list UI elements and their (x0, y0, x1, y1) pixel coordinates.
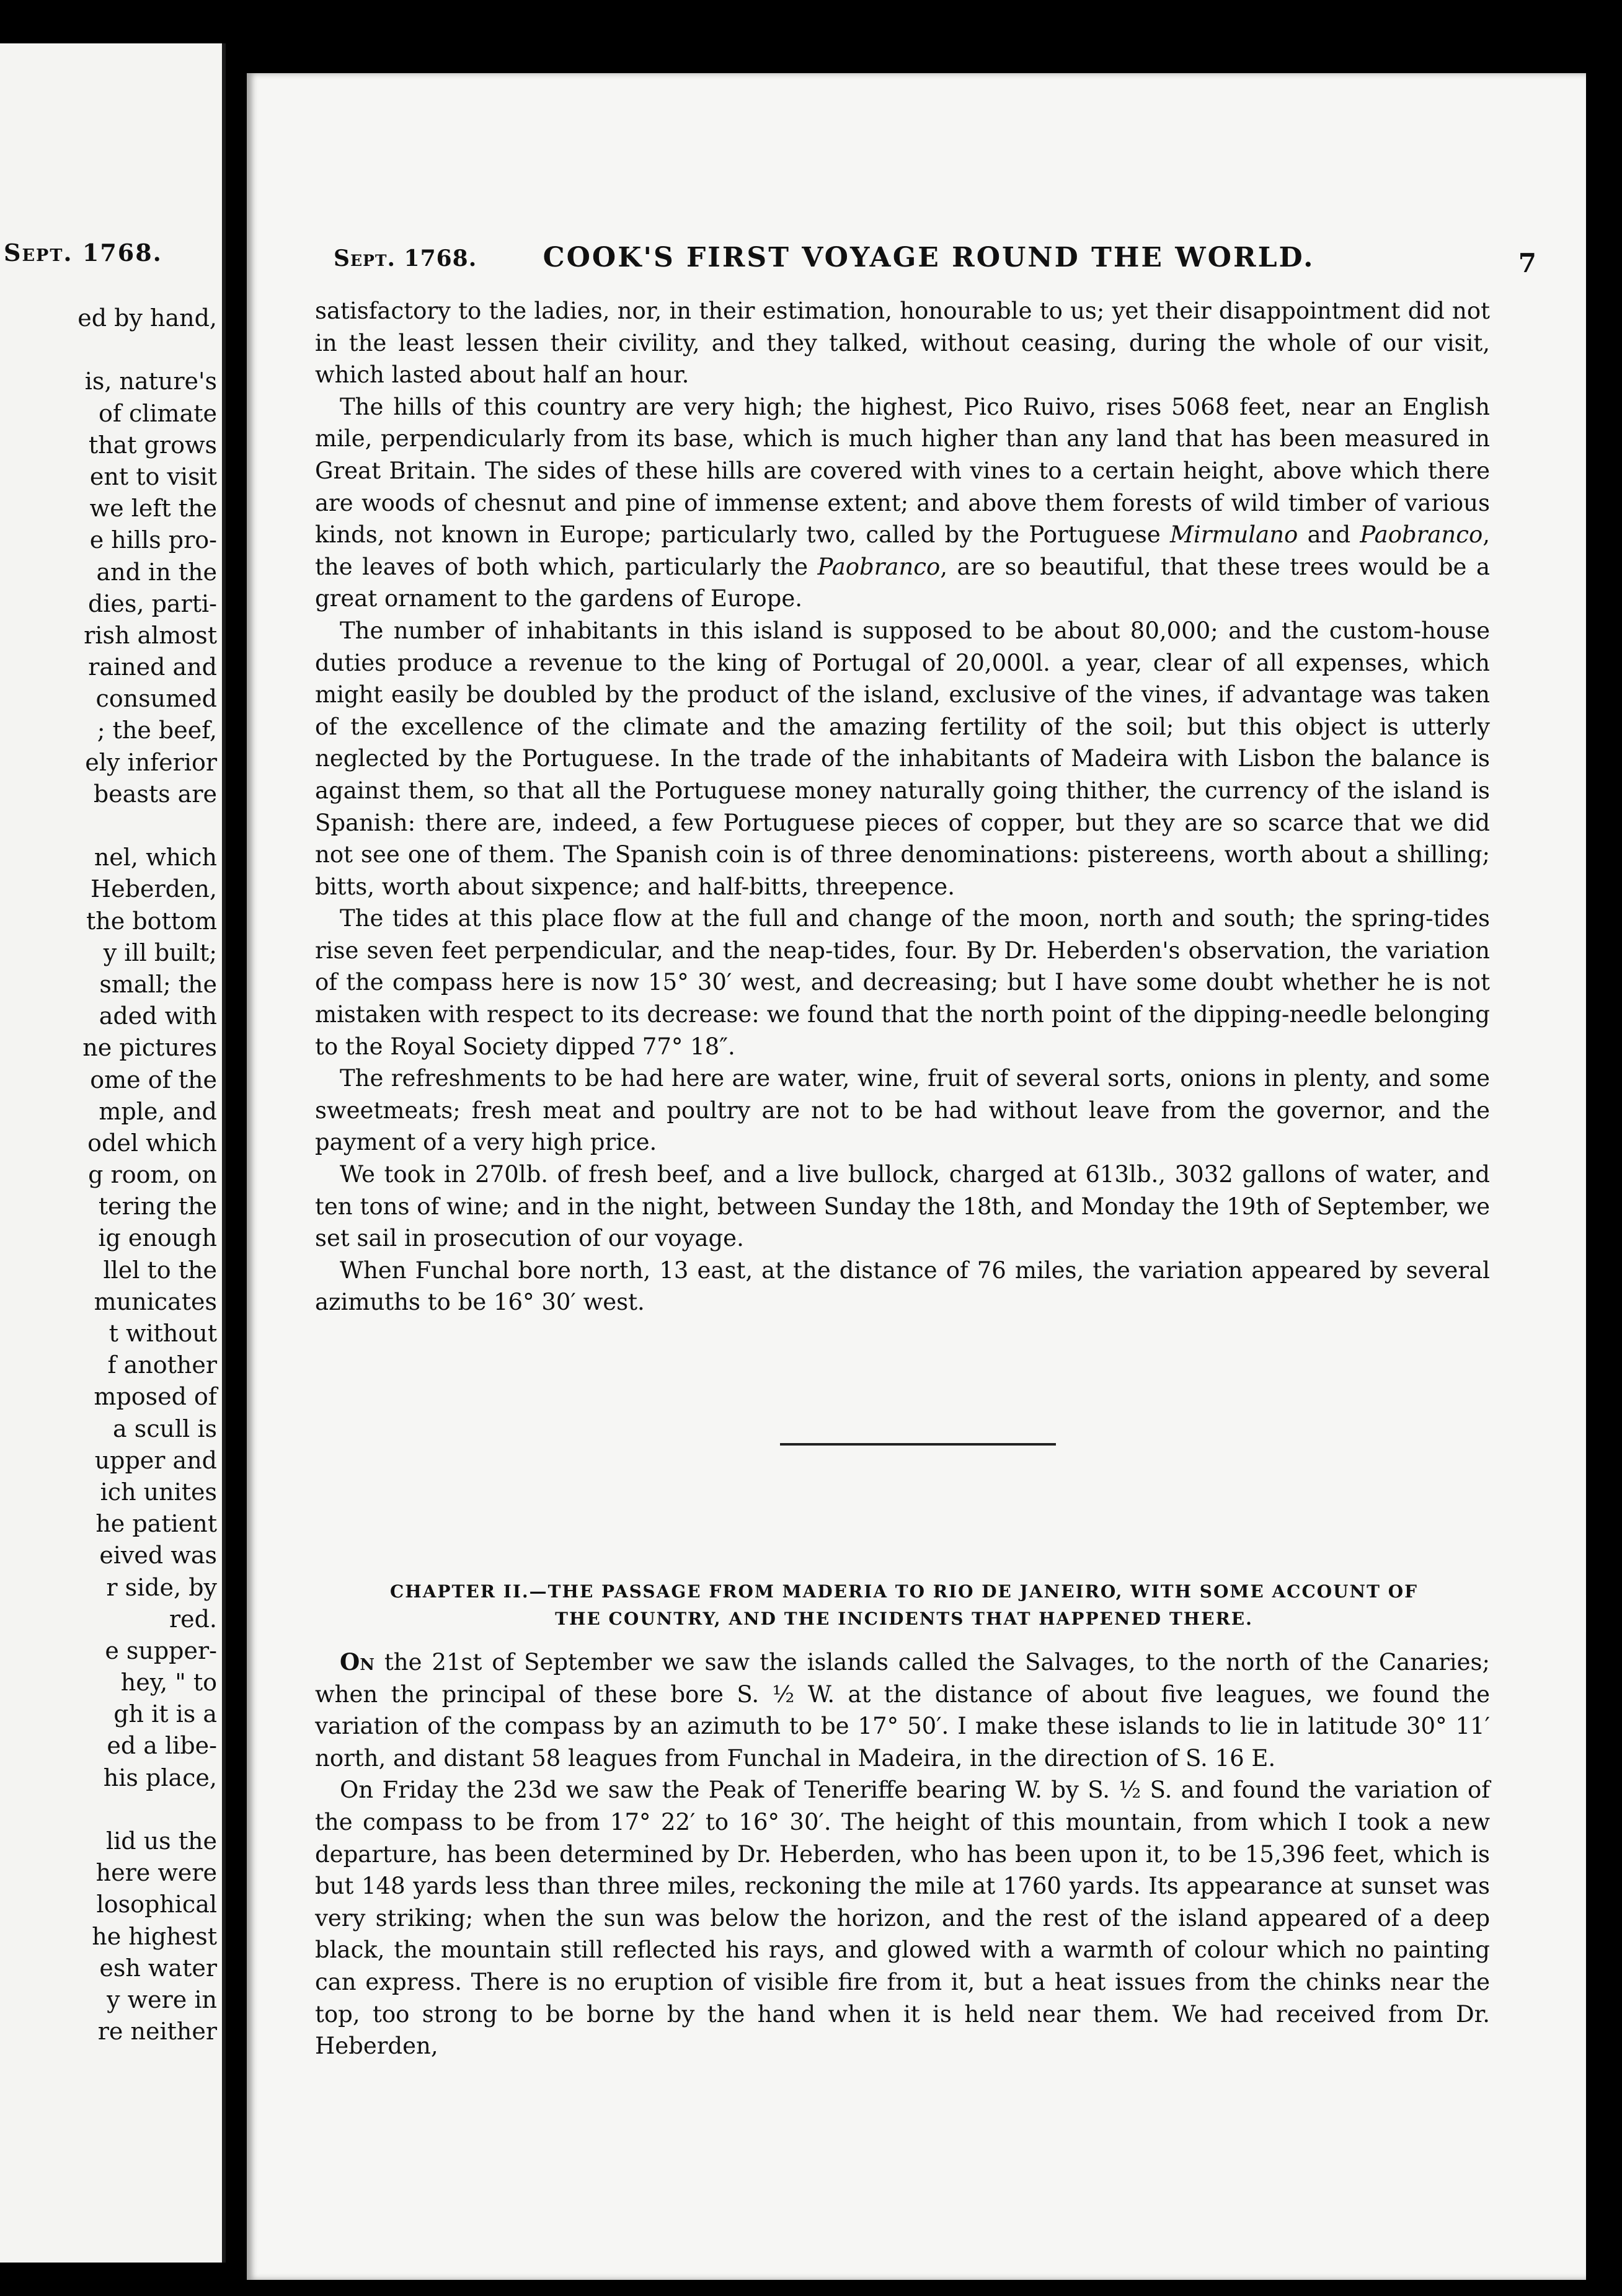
previous-page-line (0, 334, 217, 366)
previous-page-line: r side, by (106, 1573, 217, 1601)
previous-page-line: red. (169, 1605, 217, 1633)
previous-page-line: t without (109, 1320, 217, 1347)
previous-page-line: losophical (96, 1891, 217, 1918)
previous-page-line: gh it is a (113, 1700, 217, 1728)
paragraph: The refreshments to be had here are water, wine, fruit of several sorts, onions in plenty, and some sweetmeats; fresh meat and poultry are not to be had without leave from the governor, and the payment of a very high price. (315, 1065, 1490, 1156)
previous-page-line: hey, " to (120, 1669, 217, 1697)
chapter-paragraph: On Friday the 23d we saw the Peak of Teneriffe bearing W. by S. ½ S. and found the variation of the compass to be from 17° 22′ to 16° 30′. The height of this mountain, from which I took a new departure, has been determined by Dr. Heberden, who has been upon it, to be 15,396 feet, which is but 148 yards less than three miles, reckoning the mile at 1760 yards. Its appearance at sunset was very striking; when the sun was below the horizon, and the rest of the island appeared of a deep black, the mountain still reflected his rays, and glowed with a warmth of colour which no painting can express. There is no eruption of visible fire from it, but a heat issues from the chinks near the top, too strong to be borne by the hand when it is held near them. We had received from Dr. Heberden, (315, 1777, 1490, 2060)
paragraph: satisfactory to the ladies, nor, in their estimation, honourable to us; yet their disappointment did not in the least lessen their civility, and they talked, without ceasing, during the whole of our visit, which lasted about half an hour. (315, 298, 1490, 389)
previous-page-line: is, nature's (84, 368, 217, 395)
drop-cap: On (340, 1648, 374, 1676)
previous-page-line: here were (95, 1859, 217, 1887)
previous-page-line: and in the (96, 558, 217, 586)
previous-page-line: ne pictures (82, 1034, 217, 1062)
previous-page-line: ome of the (90, 1066, 217, 1093)
previous-page-line: we left the (89, 495, 217, 523)
previous-page-line (0, 810, 217, 842)
previous-page-line: esh water (99, 1954, 217, 1982)
previous-page-line: ; the beef, (97, 717, 217, 744)
previous-page-line: odel which (87, 1129, 217, 1157)
paragraph: We took in 270lb. of fresh beef, and a live bullock, charged at 613lb., 3032 gallons of water, and ten tons of wine; and in the night, between Sunday the 18th, and Monday the 19th of September, we set sail in prosecution of our voyage. (315, 1161, 1490, 1252)
book-page (247, 73, 1586, 2280)
previous-page-line: of climate (98, 399, 217, 427)
running-head-date: Sept. 1768. (334, 245, 477, 272)
previous-page-line: mple, and (99, 1097, 217, 1125)
scan-artifact (1567, 1595, 1586, 1632)
previous-page-line (0, 1794, 217, 1826)
chapter-heading-line: CHAPTER II.—THE PASSAGE FROM MADERIA TO RIO DE JANEIRO, WITH SOME ACCOUNT OF (390, 1581, 1418, 1602)
previous-page-line: ed by hand, (78, 304, 217, 332)
page-number: 7 (1518, 248, 1536, 278)
previous-page-line: lid us the (106, 1827, 217, 1855)
previous-page-line: that grows (88, 431, 217, 459)
chapter-heading-line: THE COUNTRY, AND THE INCIDENTS THAT HAPPENED THERE. (555, 1609, 1253, 1629)
paragraph: When Funchal bore north, 13 east, at the distance of 76 miles, the variation appeared by several azimuths to be 16° 30′ west. (315, 1256, 1490, 1316)
previous-page-fragment (0, 43, 226, 2263)
previous-page-line: ely inferior (85, 748, 217, 776)
previous-page-text (0, 302, 217, 2047)
chapter-paragraph (315, 1646, 1490, 1774)
body-text (315, 295, 1490, 1318)
previous-page-line: g room, on (88, 1161, 217, 1189)
previous-page-line: e hills pro- (89, 526, 217, 554)
previous-page-line: small; the (99, 970, 217, 998)
previous-page-line: f another (107, 1351, 217, 1379)
previous-page-line: eived was (99, 1542, 217, 1570)
chapter-text (315, 1646, 1490, 2062)
previous-page-line: Heberden, (91, 875, 217, 903)
previous-page-line: e supper- (105, 1636, 217, 1664)
previous-page-line: upper and (94, 1446, 217, 1474)
running-head-title: COOK'S FIRST VOYAGE ROUND THE WORLD. (543, 242, 1315, 273)
previous-page-line: mposed of (94, 1383, 217, 1411)
previous-page-line: rained and (88, 653, 217, 681)
section-divider (780, 1443, 1056, 1446)
previous-page-line: y ill built; (103, 938, 217, 966)
previous-page-line: tering the (98, 1193, 217, 1221)
previous-page-line: aded with (99, 1002, 217, 1030)
previous-page-line: beasts are (93, 780, 217, 808)
previous-page-line: ent to visit (89, 462, 217, 490)
paragraph: The number of inhabitants in this island is supposed to be about 80,000; and the custom-house duties produce a revenue to the king of Portugal of 20,000l. a year, clear of all expenses, which might easily be doubled by the product of the island, exclusive of the vines, if advantage was taken of the excellence of the climate and the amazing fertility of the soil; but this object is utterly neglected by the Portuguese. In the trade of the inhabitants of Madeira with Lisbon the balance is against them, so that all the Portuguese money naturally going thither, the currency of the island is Spanish: there are, indeed, a few Portuguese pieces of copper, but they are so scarce that we did not see one of them. The Spanish coin is of three denominations: pistereens, worth about a shilling; bitts, worth about sixpence; and half-bitts, threepence. (315, 617, 1490, 900)
chapter-paragraph-text: the 21st of September we saw the islands called the Salvages, to the north of the Canaries; when the principal of these bore S. ½ W. at the distance of about five leagues, we found the variation of the compass by an azimuth to be 17° 50′. I make these islands to lie in latitude 30° 11′ north, and distant 58 leagues from Funchal in Madeira, in the direction of S. 16 E. (315, 1649, 1490, 1772)
previous-page-line: y were in (107, 1985, 217, 2013)
previous-page-line: municates (94, 1287, 217, 1315)
previous-page-line: rish almost (84, 621, 217, 649)
previous-page-line: re neither (97, 2018, 217, 2046)
previous-page-line: ich unites (100, 1478, 217, 1506)
previous-page-line: llel to the (103, 1256, 217, 1284)
paragraph-hills: The hills of this country are very high; the highest, Pico Ruivo, rises 5068 feet, near an English mile, perpendicularly from its base, which is much higher than any land that has been measured in Great Britain. The sides of these hills are covered with vines to a certain height, above which there are woods of chesnut and pine of immense extent; and above them forests of wild timber of various kinds, not known in Europe; particularly two, called by the Portuguese Mirmulano and Paobranco, the leaves of both which, particularly the Paobranco, are so beautiful, that these trees would be a great ornament to the gardens of Europe. (315, 393, 1490, 612)
chapter-heading (315, 1578, 1493, 1633)
paragraph: The tides at this place flow at the full and change of the moon, north and south; the spring-tides rise seven feet perpendicular, and the neap-tides, four. By Dr. Heberden's observation, the variation of the compass here is now 15° 30′ west, and decreasing; but I have some doubt whether he is not mistaken with respect to its decrease: we found that the north point of the dipping-needle belonging to the Royal Society dipped 77° 18″. (315, 905, 1490, 1060)
previous-page-line: dies, parti- (87, 589, 217, 617)
previous-page-line: a scull is (112, 1415, 217, 1442)
previous-page-running-head: Sept. 1768. (4, 239, 162, 267)
previous-page-line: he highest (92, 1922, 217, 1950)
previous-page-line: nel, which (94, 844, 217, 872)
previous-page-line: he patient (95, 1510, 217, 1538)
previous-page-line: ig enough (98, 1224, 217, 1252)
running-head (334, 242, 1536, 285)
previous-page-line: his place, (103, 1764, 217, 1791)
previous-page-line: the bottom (86, 907, 217, 935)
previous-page-line: consumed (95, 685, 217, 713)
previous-page-line: ed a libe- (107, 1732, 217, 1760)
